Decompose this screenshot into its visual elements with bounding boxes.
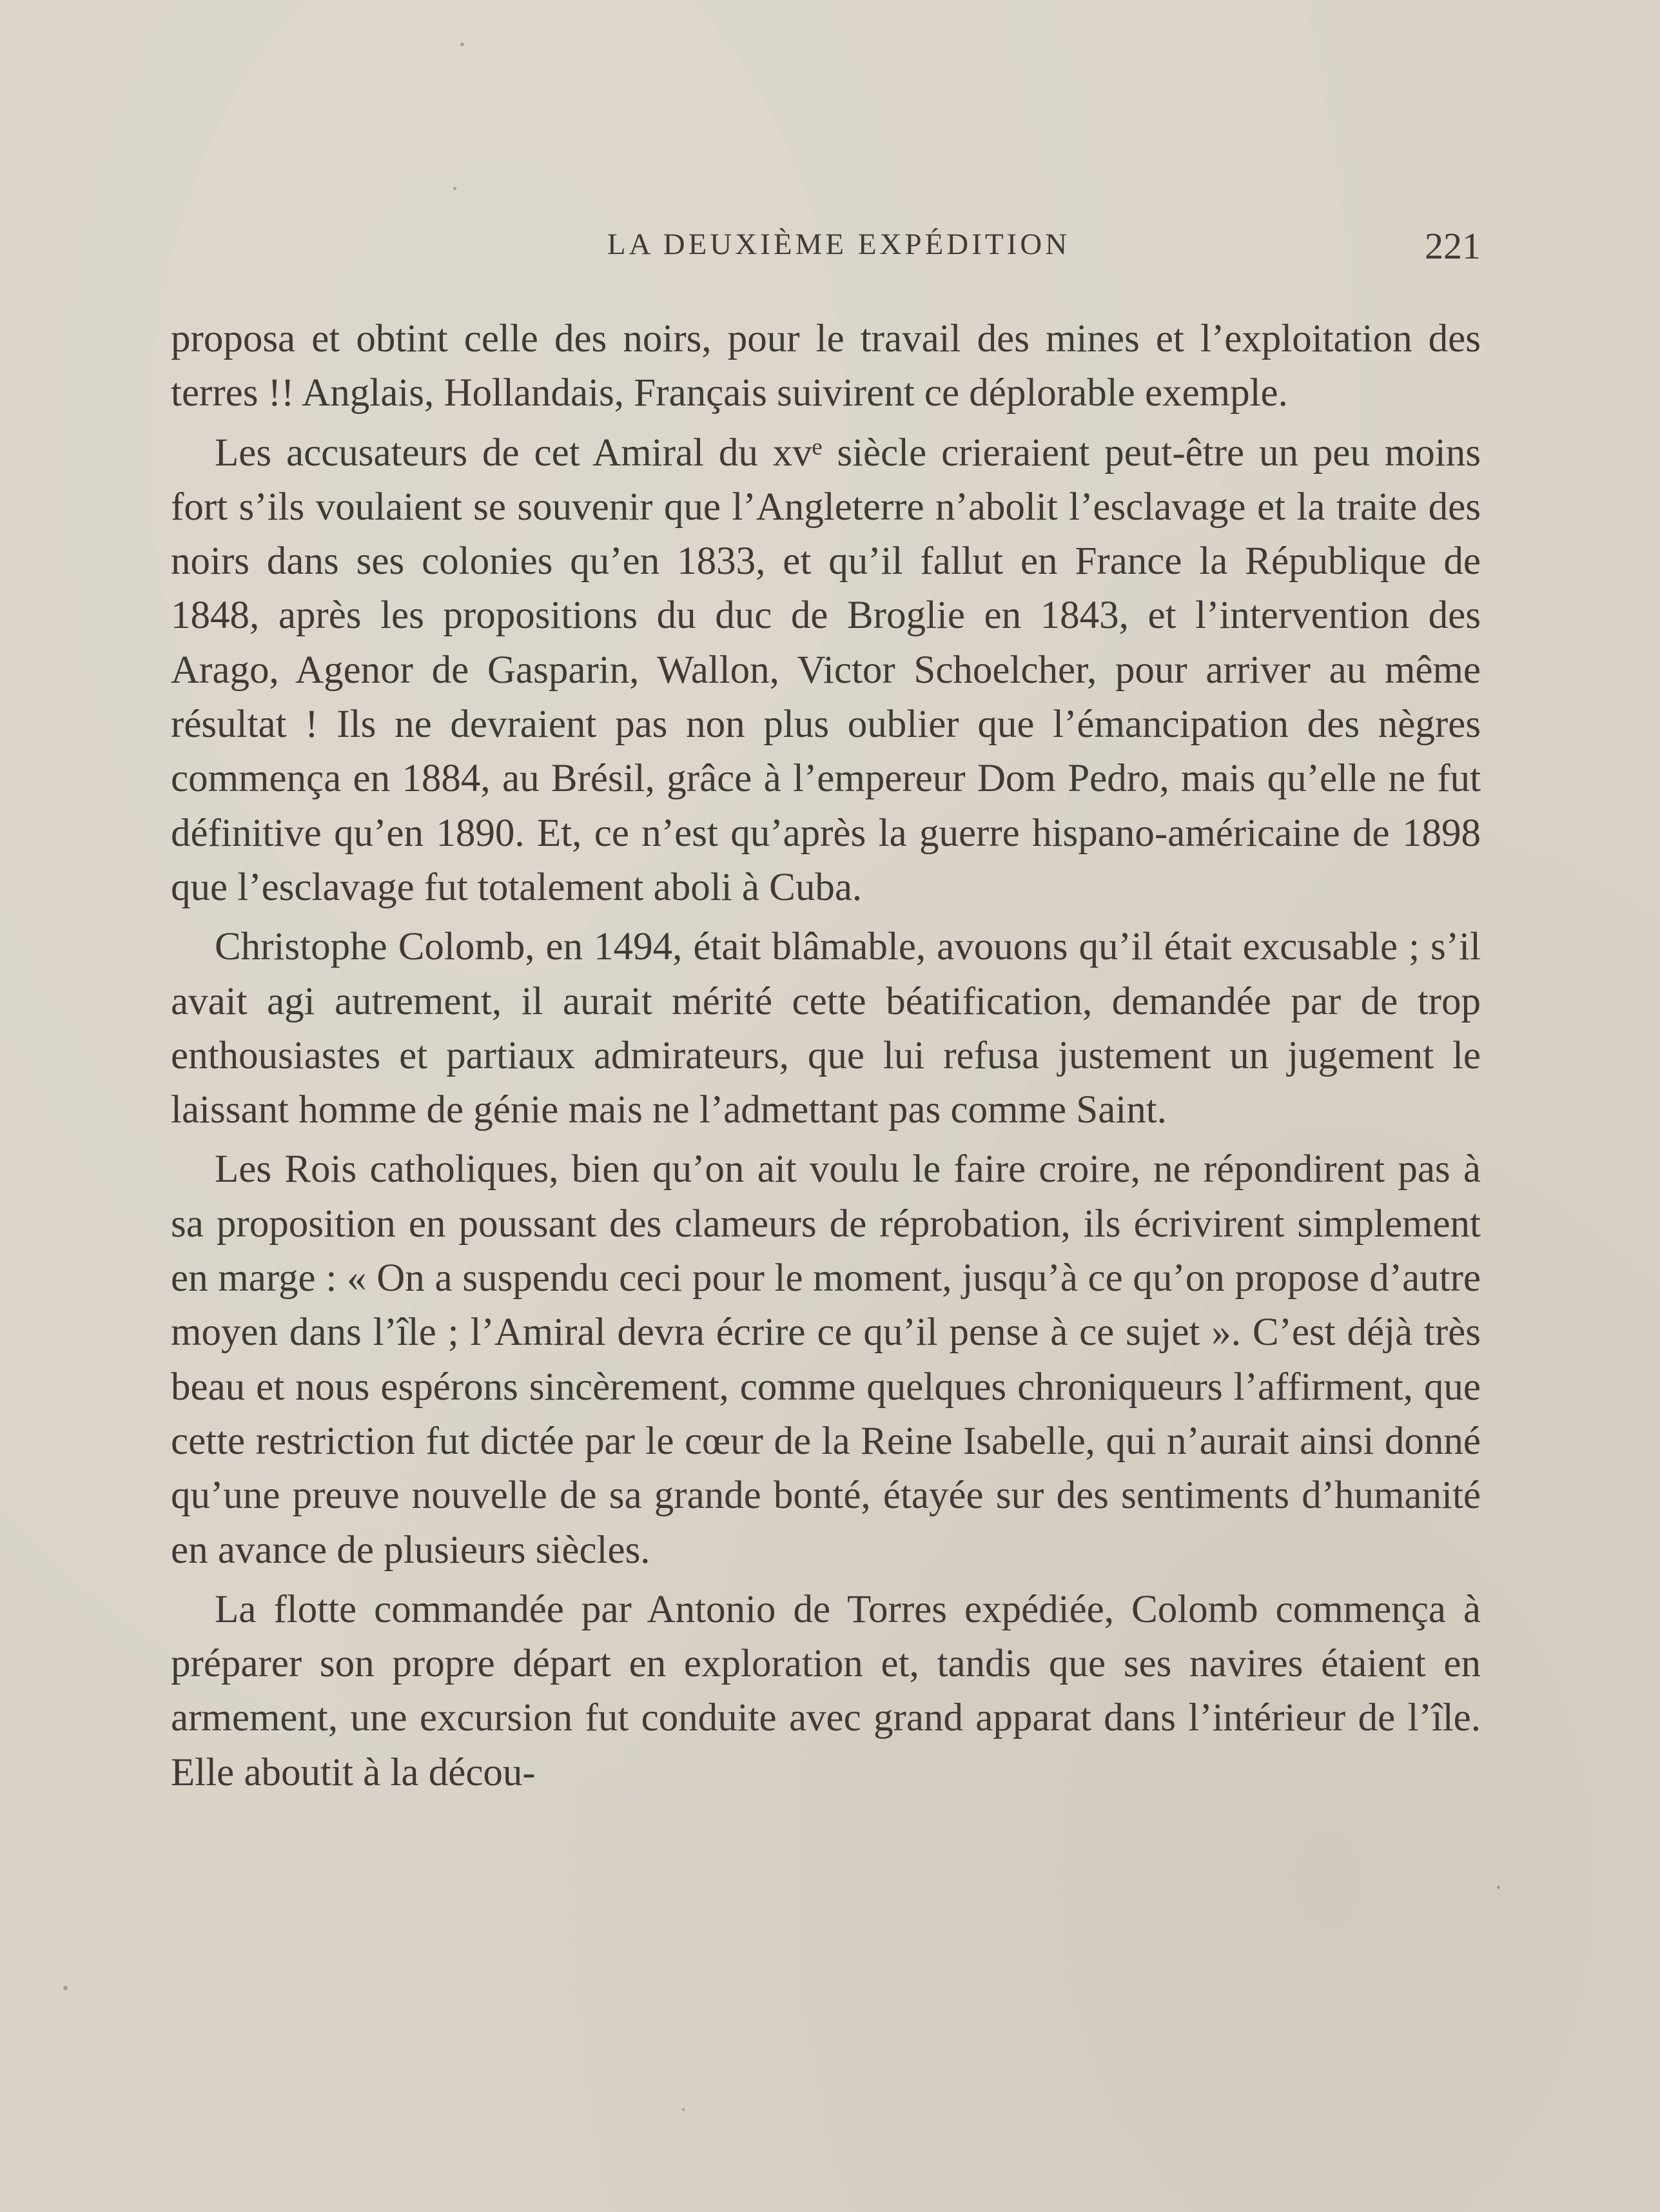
paper-speck bbox=[63, 1986, 68, 1990]
paper-speck bbox=[453, 187, 456, 190]
paragraph-3: Christophe Colomb, en 1494, était blâmable, avouons qu’il était excusable ; s’il avait agi autrement, il aurait mérité cette béatification, demandée par de trop enthousiastes et partiaux admirateurs, que lui refusa justement un jugement le laissant homme de génie mais ne l’admettant pas comme Saint. bbox=[171, 925, 1481, 1132]
paper-speck bbox=[682, 2108, 685, 2111]
paragraph-4: Les Rois catholiques, bien qu’on ait voulu le faire croire, ne répondirent pas à sa proposition en poussant des clameurs de réprobation, ils écrivirent simplement en marge : « On a suspendu ceci pour le moment, jusqu’à ce qu’on propose d’autre moyen dans l’île ; l’Amiral devra écrire ce qu’il pense à ce sujet ». C’est déjà très beau et nous espérons sincèrement, comme quelques chroniqueurs l’affirment, que cette restriction fut dictée par le cœur de la Reine Isabelle, qui n’aurait ainsi donné qu’une preuve nouvelle de sa grande bonté, étayée sur des sentiments d’humanité en avance de plusieurs siècles. bbox=[171, 1148, 1481, 1572]
body-text bbox=[171, 312, 1481, 1805]
running-title: LA DEUXIÈME EXPÉDITION bbox=[607, 228, 1071, 261]
paper-speck bbox=[460, 43, 464, 46]
page-header bbox=[171, 227, 1481, 272]
paragraph-5: La flotte commandée par Antonio de Torres expédiée, Colomb commença à préparer son propre départ en exploration et, tandis que ses navires étaient en armement, une excursion fut conduite avec grand apparat dans l’intérieur de l’île. Elle aboutit à la décou- bbox=[171, 1587, 1481, 1794]
page-number: 221 bbox=[1425, 225, 1481, 267]
paragraph-1: proposa et obtint celle des noirs, pour le travail des mines et l’exploitation des terres !! Anglais, Hollandais, Français suivirent ce déplorable exemple. bbox=[171, 317, 1481, 415]
paragraph-2: Les accusateurs de cet Amiral du xvᵉ siècle crieraient peut-être un peu moins fort s’ils voulaient se souvenir que l’Angleterre n’abolit l’esclavage et la traite des noirs dans ses colonies qu’en 1833, et qu’il fallut en France la République de 1848, après les propositions du duc de Broglie en 1843, et l’intervention des Arago, Agenor de Gasparin, Wallon, Victor Schoelcher, pour arriver au même résultat ! Ils ne devraient pas non plus oublier que l’émancipation des nègres commença en 1884, au Brésil, grâce à l’empereur Dom Pedro, mais qu’elle ne fut définitive qu’en 1890. Et, ce n’est qu’après la guerre hispano-américaine de 1898 que l’esclavage fut totalement aboli à Cuba. bbox=[171, 431, 1481, 909]
paper-speck bbox=[1497, 1886, 1500, 1889]
